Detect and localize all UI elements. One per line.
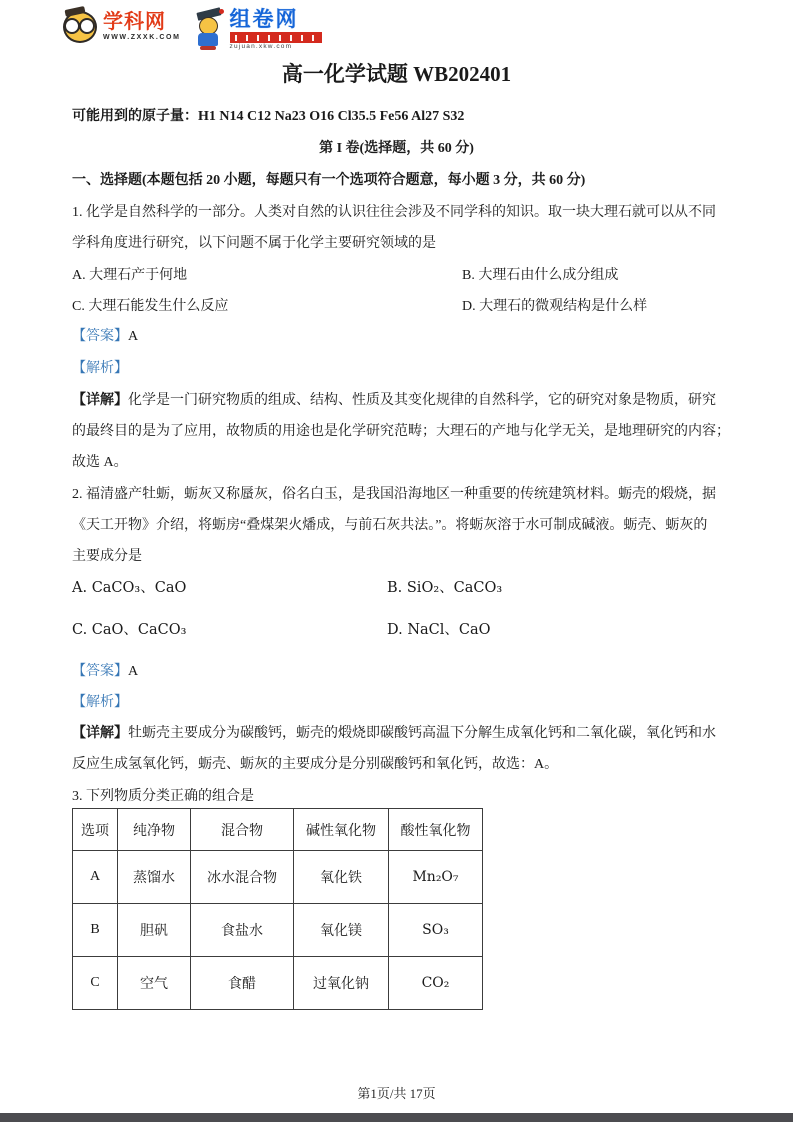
- table-row: [73, 904, 483, 957]
- q2-analysis-line: [72, 691, 721, 715]
- zujuan-brand-text: 组卷网: [229, 8, 299, 32]
- table-cell: 氧化铁: [294, 851, 389, 904]
- table-header-cell: 混合物: [191, 809, 294, 851]
- q2-option-b: B. SiO₂、CaCO₃: [387, 580, 503, 596]
- q1-option-a: A. 大理石产于何地: [72, 268, 188, 283]
- mascot-icon: [195, 8, 225, 52]
- q1-detail-text: 化学是一门研究物质的组成、结构、性质及其变化规律的自然科学，它的研究对象是物质，研究: [128, 393, 716, 408]
- q1-option-d: D. 大理石的微观结构是什么样: [462, 299, 648, 314]
- q2-option-d: D. NaCl、CaO: [387, 622, 491, 638]
- table-cell: B: [73, 904, 118, 957]
- table-cell: 胆矾: [118, 904, 191, 957]
- detail-label: 【详解】: [72, 393, 128, 408]
- zxxk-logo: [62, 8, 181, 44]
- q2-option-a: A. CaCO₃、CaO: [72, 580, 187, 596]
- q2-option-c: C. CaO、CaCO₃: [72, 622, 187, 638]
- table-cell-formula: SO₃: [389, 904, 483, 957]
- q2-body-line: 2. 福清盛产牡蛎，蛎灰又称蜃灰，俗名白玉，是我国沿海地区一种重要的传统建筑材料。蛎壳的煅烧，据: [72, 487, 716, 502]
- page-title: 高一化学试题 WB202401: [281, 62, 512, 86]
- q2-detail-text: 牡蛎壳主要成分为碳酸钙，蛎壳的煅烧即碳酸钙高温下分解生成氧化钙和二氧化碳，氧化钙和水: [128, 726, 716, 741]
- zxxk-brand-text: 学科网: [103, 10, 166, 33]
- table-header-row: [73, 809, 483, 851]
- q1-analysis-line: [72, 357, 721, 381]
- q1-detail-line: 故选 A。: [72, 455, 128, 470]
- q2-body-line: 主要成分是: [72, 549, 142, 564]
- answer-label: 【答案】: [72, 664, 128, 679]
- zujuan-url-text: zujuan.xkw.com: [229, 43, 293, 51]
- zujuan-logo: [195, 8, 322, 52]
- q2-detail-line: 反应生成氢氧化钙，蛎壳、蛎灰的主要成分是分别碳酸钙和氧化钙，故选：A。: [72, 757, 559, 772]
- q1-answer-line: [72, 325, 721, 349]
- q1-options-row: [72, 295, 721, 319]
- page-bottom-edge: [0, 1113, 793, 1122]
- table-header-cell: 纯净物: [118, 809, 191, 851]
- q2-answer-line: [72, 660, 721, 684]
- analysis-label: 【解析】: [72, 361, 128, 376]
- part-header: 第 I 卷(选择题，共 60 分): [319, 141, 474, 156]
- q1-option-c: C. 大理石能发生什么反应: [72, 299, 229, 314]
- table-cell: C: [73, 957, 118, 1010]
- q2-options-row: [72, 618, 721, 642]
- q1-option-b: B. 大理石由什么成分组成: [462, 268, 619, 283]
- answer-label: 【答案】: [72, 329, 128, 344]
- zujuan-banner: [230, 32, 322, 43]
- table-header-cell: 选项: [73, 809, 118, 851]
- zxxk-url-text: WWW.ZXXK.COM: [103, 33, 181, 41]
- table-cell-formula: Mn₂O₇: [389, 851, 483, 904]
- table-cell-formula: CO₂: [389, 957, 483, 1010]
- analysis-label: 【解析】: [72, 695, 128, 710]
- q1-body-line: 学科角度进行研究，以下问题不属于化学主要研究领域的是: [72, 236, 436, 251]
- section-header: 一、选择题(本题包括 20 小题，每题只有一个选项符合题意，每小题 3 分，共 60 分): [72, 173, 586, 188]
- table-cell: 氧化镁: [294, 904, 389, 957]
- detail-label: 【详解】: [72, 726, 128, 741]
- page-number: 第1页/共 17页: [357, 1086, 436, 1101]
- table-cell: A: [73, 851, 118, 904]
- q1-detail-line: 的最终目的是为了应用，故物质的用途也是化学研究范畴；大理石的产地与化学无关，是地理研究的内容；: [72, 424, 730, 439]
- q1-detail-line: [72, 389, 721, 413]
- q1-options-row: [72, 264, 721, 288]
- q2-detail-line: [72, 722, 721, 746]
- q3-classification-table: [72, 808, 483, 1010]
- q2-body-line: 《天工开物》介绍，将蛎房“叠煤架火燔成，与前石灰共法。”。将蛎灰溶于水可制成碱液。蛎壳、蛎灰的: [72, 518, 708, 533]
- table-row: [73, 851, 483, 904]
- table-header-cell: 碱性氧化物: [294, 809, 389, 851]
- table-row: [73, 957, 483, 1010]
- q2-answer-value: A: [128, 664, 139, 679]
- q2-options-row: [72, 576, 721, 600]
- table-cell: 食盐水: [191, 904, 294, 957]
- table-cell: 食醋: [191, 957, 294, 1010]
- table-cell: 冰水混合物: [191, 851, 294, 904]
- header-logos: [62, 8, 322, 52]
- table-cell: 蒸馏水: [118, 851, 191, 904]
- table-cell: 空气: [118, 957, 191, 1010]
- table-header-cell: 酸性氧化物: [389, 809, 483, 851]
- q1-answer-value: A: [128, 329, 139, 344]
- q3-body-line: 3. 下列物质分类正确的组合是: [72, 789, 254, 804]
- table-cell: 过氧化钠: [294, 957, 389, 1010]
- owl-icon: [62, 8, 98, 44]
- atomic-masses-line: 可能用到的原子量：H1 N14 C12 Na23 O16 Cl35.5 Fe56 Al27 S32: [72, 109, 465, 124]
- q1-body-line: 1. 化学是自然科学的一部分。人类对自然的认识往往会涉及不同学科的知识。取一块大理石就可以从不同: [72, 205, 716, 220]
